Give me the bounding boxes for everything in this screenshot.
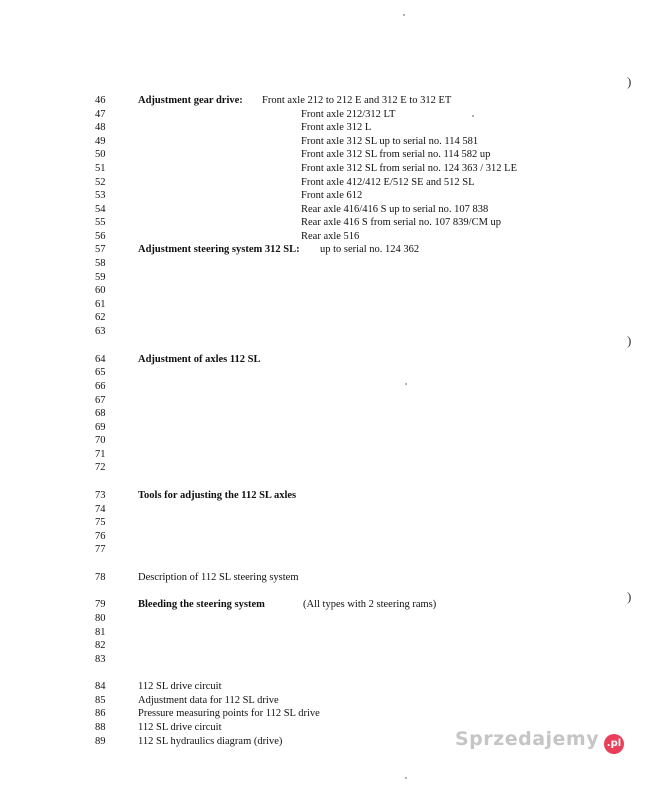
line-number: 61 xyxy=(95,299,106,310)
line-number: 76 xyxy=(95,531,106,542)
line-number: 67 xyxy=(95,395,106,406)
line-number: 66 xyxy=(95,381,106,392)
section-detail: Front axle 212 to 212 E and 312 E to 312 ET xyxy=(262,95,452,106)
line-number: 88 xyxy=(95,722,106,733)
index-line xyxy=(0,353,645,367)
index-line xyxy=(0,380,645,394)
index-line xyxy=(0,216,645,230)
index-line xyxy=(0,707,645,721)
line-number: 49 xyxy=(95,136,106,147)
line-number: 69 xyxy=(95,422,106,433)
line-number: 54 xyxy=(95,204,106,215)
index-line xyxy=(0,543,645,557)
sub-entry: Front axle 412/412 E/512 SE and 512 SL xyxy=(301,177,475,188)
index-line xyxy=(0,311,645,325)
line-number: 52 xyxy=(95,177,106,188)
line-number: 80 xyxy=(95,613,106,624)
line-number: 79 xyxy=(95,599,106,610)
index-line xyxy=(0,612,645,626)
line-number: 48 xyxy=(95,122,106,133)
section-title: Adjustment steering system 312 SL: xyxy=(138,244,300,255)
index-line xyxy=(0,176,645,190)
line-number: 51 xyxy=(95,163,106,174)
line-number: 81 xyxy=(95,627,106,638)
index-line xyxy=(0,108,645,122)
scan-speck xyxy=(403,14,405,16)
index-line xyxy=(0,148,645,162)
section-title: Tools for adjusting the 112 SL axles xyxy=(138,490,297,501)
line-number: 59 xyxy=(95,272,106,283)
line-number: 70 xyxy=(95,435,106,446)
index-line xyxy=(0,162,645,176)
line-number: 64 xyxy=(95,354,106,365)
index-line xyxy=(0,571,645,585)
margin-bracket: ) xyxy=(627,74,632,89)
line-number: 83 xyxy=(95,654,106,665)
scan-speck xyxy=(405,777,407,779)
line-number: 55 xyxy=(95,217,106,228)
index-line xyxy=(0,230,645,244)
margin-bracket: ) xyxy=(627,589,632,604)
line-number: 89 xyxy=(95,736,106,747)
entry-text: 112 SL drive circuit xyxy=(138,681,222,692)
index-line xyxy=(0,284,645,298)
sub-entry: Front axle 212/312 LT xyxy=(301,109,396,120)
section-title: Adjustment of axles 112 SL xyxy=(138,354,261,365)
index-line xyxy=(0,203,645,217)
index-line xyxy=(0,325,645,339)
entry-text: Pressure measuring points for 112 SL drive xyxy=(138,708,320,719)
sub-entry: Rear axle 516 xyxy=(301,231,360,242)
index-line xyxy=(0,135,645,149)
scan-speck xyxy=(405,383,407,385)
watermark-text: Sprzedajemy xyxy=(455,728,600,750)
line-number: 47 xyxy=(95,109,106,120)
line-number: 65 xyxy=(95,367,106,378)
line-number: 46 xyxy=(95,95,106,106)
sub-entry: Rear axle 416/416 S up to serial no. 107 838 xyxy=(301,204,489,215)
margin-bracket: ) xyxy=(627,333,632,348)
section-title: Adjustment gear drive: xyxy=(138,95,243,106)
index-line xyxy=(0,243,645,257)
sub-entry: Rear axle 416 S from serial no. 107 839/CM up xyxy=(301,217,502,228)
sub-entry: Front axle 312 SL up to serial no. 114 581 xyxy=(301,136,479,147)
index-line xyxy=(0,394,645,408)
scan-speck xyxy=(472,115,474,117)
section-note: (All types with 2 steering rams) xyxy=(303,599,437,610)
index-line xyxy=(0,407,645,421)
watermark-badge: .pl xyxy=(604,734,624,754)
line-number: 75 xyxy=(95,517,106,528)
section-title: Bleeding the steering system xyxy=(138,599,265,610)
index-line xyxy=(0,257,645,271)
line-number: 58 xyxy=(95,258,106,269)
index-line xyxy=(0,639,645,653)
line-number: 84 xyxy=(95,681,106,692)
index-line xyxy=(0,626,645,640)
line-number: 50 xyxy=(95,149,106,160)
line-number: 78 xyxy=(95,572,106,583)
line-number: 86 xyxy=(95,708,106,719)
sub-entry: Front axle 312 SL from serial no. 114 582 up xyxy=(301,149,491,160)
index-line xyxy=(0,653,645,667)
index-line xyxy=(0,434,645,448)
line-number: 74 xyxy=(95,504,106,515)
index-line xyxy=(0,298,645,312)
index-line xyxy=(0,94,645,108)
index-line xyxy=(0,121,645,135)
entry-text: Adjustment data for 112 SL drive xyxy=(138,695,279,706)
line-number: 71 xyxy=(95,449,106,460)
index-line xyxy=(0,680,645,694)
line-number: 63 xyxy=(95,326,106,337)
index-line xyxy=(0,189,645,203)
line-number: 85 xyxy=(95,695,106,706)
index-line xyxy=(0,489,645,503)
line-number: 68 xyxy=(95,408,106,419)
sub-entry: Front axle 612 xyxy=(301,190,363,201)
index-line xyxy=(0,366,645,380)
index-line xyxy=(0,530,645,544)
line-number: 82 xyxy=(95,640,106,651)
index-line xyxy=(0,271,645,285)
line-number: 62 xyxy=(95,312,106,323)
entry-text: 112 SL drive circuit xyxy=(138,722,222,733)
index-line xyxy=(0,503,645,517)
line-number: 72 xyxy=(95,462,106,473)
entry-text: Description of 112 SL steering system xyxy=(138,572,299,583)
sub-entry: Front axle 312 SL from serial no. 124 363 / 312 LE xyxy=(301,163,517,174)
index-line xyxy=(0,694,645,708)
index-line xyxy=(0,421,645,435)
line-number: 53 xyxy=(95,190,106,201)
line-number: 57 xyxy=(95,244,106,255)
entry-text: 112 SL hydraulics diagram (drive) xyxy=(138,736,283,747)
index-line xyxy=(0,448,645,462)
index-line xyxy=(0,598,645,612)
line-number: 56 xyxy=(95,231,106,242)
sub-entry: Front axle 312 L xyxy=(301,122,372,133)
line-number: 73 xyxy=(95,490,106,501)
line-number: 60 xyxy=(95,285,106,296)
index-line xyxy=(0,516,645,530)
index-line xyxy=(0,461,645,475)
section-detail: up to serial no. 124 362 xyxy=(320,244,420,255)
line-number: 77 xyxy=(95,544,106,555)
